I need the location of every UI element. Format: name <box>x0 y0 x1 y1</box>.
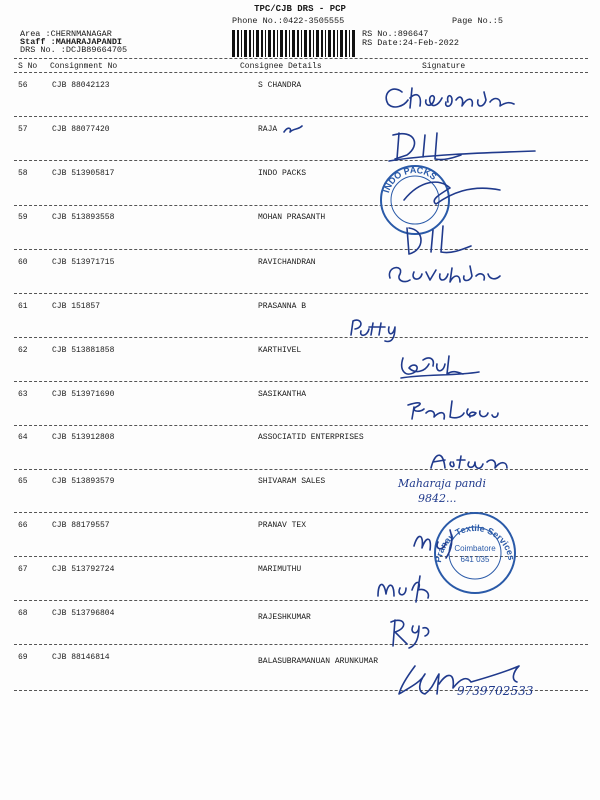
barcode <box>231 30 356 57</box>
row-consignee: INDO PACKS <box>258 169 307 178</box>
barcode-bar <box>316 30 319 57</box>
signature-row-58 <box>400 170 510 210</box>
barcode-bar <box>273 30 275 57</box>
row-sno: 66 <box>18 521 28 530</box>
indo-packs-stamp-text: INDO PACKS <box>381 164 439 194</box>
row-consignee: PRASANNA B <box>258 302 307 311</box>
column-consignment: Consignment No <box>50 62 118 71</box>
row-divider <box>14 249 588 250</box>
barcode-bar <box>340 30 343 57</box>
row-consignee: RAVICHANDRAN <box>258 258 316 267</box>
barcode-bar <box>292 30 295 57</box>
row-consignment: CJB 513971690 <box>52 390 115 399</box>
row-sno: 64 <box>18 433 28 442</box>
drs-number: DRS No. :DCJB89664705 <box>20 45 128 55</box>
barcode-bar <box>253 30 254 57</box>
barcode-bar <box>249 30 251 57</box>
barcode-bar <box>285 30 287 57</box>
area-label: Area :CHERNMANAGAR <box>20 29 112 39</box>
signature-row-59 <box>395 220 485 260</box>
barcode-bar <box>280 30 283 57</box>
row-sno: 63 <box>18 390 28 399</box>
barcode-bar <box>345 30 347 57</box>
column-consignee: Consignee Details <box>240 62 322 71</box>
row-consignee: BALASUBRAMANUAN ARUNKUMAR <box>258 657 379 666</box>
page-number: Page No.:5 <box>452 16 504 26</box>
signature-phone-number: 9739702533 <box>457 684 534 698</box>
row-consignee: RAJESHKUMAR <box>258 613 311 622</box>
row-consignee: RAJA <box>258 125 278 134</box>
signature-row-68 <box>385 612 435 652</box>
barcode-bar <box>241 30 242 57</box>
barcode-bar <box>297 30 299 57</box>
barcode-bar <box>289 30 290 57</box>
barcode-bar <box>277 30 278 57</box>
barcode-bar <box>261 30 263 57</box>
barcode-bar <box>265 30 266 57</box>
row-consignment: CJB 513796804 <box>52 609 115 618</box>
row-consignment: CJB 513893579 <box>52 477 115 486</box>
staff-label: Staff :MAHARAJAPANDI <box>20 37 123 47</box>
row-consignment: CJB 88077420 <box>52 125 110 134</box>
row-consignment: CJB 513792724 <box>52 565 115 574</box>
row-consignment: CJB 88179557 <box>52 521 110 530</box>
signature-row-61 <box>345 313 405 343</box>
row-sno: 59 <box>18 213 28 222</box>
row-consignment: CJB 513971715 <box>52 258 115 267</box>
header-divider-bottom <box>14 72 588 73</box>
row-divider <box>14 644 588 645</box>
pranav-stamp-name: Pranav Textile Services <box>433 522 517 564</box>
row-consignee: SHIVARAM SALES <box>258 477 326 486</box>
row-divider <box>14 116 588 117</box>
row-sno: 68 <box>18 609 28 618</box>
row-consignee: MOHAN PRASANTH <box>258 213 326 222</box>
signature-row-67 <box>372 570 442 604</box>
barcode-bar <box>244 30 247 57</box>
signature-row-62 <box>395 350 485 382</box>
rs-number: RS No.:896647 <box>362 29 429 39</box>
handwritten-mark-icon <box>282 124 304 136</box>
row-consignee: PRANAV TEX <box>258 521 307 530</box>
row-sno: 62 <box>18 346 28 355</box>
signature-row-64 <box>425 446 520 474</box>
barcode-bar <box>352 30 355 57</box>
row-consignment: CJB 88042123 <box>52 81 110 90</box>
row-consignment: CJB 513912808 <box>52 433 115 442</box>
signature-row-60 <box>380 258 510 288</box>
row-consignee: KARTHIVEL <box>258 346 302 355</box>
barcode-bar <box>321 30 323 57</box>
barcode-bar <box>268 30 271 57</box>
row-consignment: CJB 88146814 <box>52 653 110 662</box>
signature-row-66 <box>410 522 470 562</box>
row-sno: 69 <box>18 653 28 662</box>
pranav-stamp-pin: 641 035 <box>460 555 490 564</box>
document-title: TPC/CJB DRS - PCP <box>254 4 346 14</box>
barcode-bar <box>349 30 350 57</box>
row-consignment: CJB 513881858 <box>52 346 115 355</box>
row-sno: 60 <box>18 258 28 267</box>
barcode-bar <box>237 30 239 57</box>
row-sno: 58 <box>18 169 28 178</box>
row-sno: 67 <box>18 565 28 574</box>
row-consignee: ASSOCIATID ENTERPRISES <box>258 433 364 442</box>
rs-date: RS Date:24-Feb-2022 <box>362 38 459 48</box>
signature-row-56 <box>380 80 520 114</box>
row-consignee: S CHANDRA <box>258 81 302 90</box>
pranav-stamp-city: Coimbatore <box>454 544 496 553</box>
row-sno: 56 <box>18 81 28 90</box>
row-divider <box>14 381 588 382</box>
handwritten-note-number: 9842... <box>418 492 457 505</box>
row-divider <box>14 425 588 426</box>
row-sno: 61 <box>18 302 28 311</box>
row-divider <box>14 293 588 294</box>
row-sno: 65 <box>18 477 28 486</box>
row-consignee: SASIKANTHA <box>258 390 307 399</box>
barcode-bar <box>232 30 235 57</box>
barcode-bar <box>313 30 314 57</box>
barcode-bar <box>304 30 307 57</box>
signature-row-63 <box>400 395 500 425</box>
barcode-bar <box>328 30 331 57</box>
row-sno: 57 <box>18 125 28 134</box>
row-consignment: CJB 513893558 <box>52 213 115 222</box>
column-signature: Signature <box>422 62 466 71</box>
barcode-bar <box>309 30 311 57</box>
barcode-bar <box>301 30 302 57</box>
barcode-bar <box>337 30 338 57</box>
row-consignment: CJB 513905817 <box>52 169 115 178</box>
phone-number: Phone No.:0422-3505555 <box>232 16 345 26</box>
barcode-bar <box>333 30 335 57</box>
handwritten-note-name: Maharaja pandi <box>398 477 486 490</box>
signature-row-57 <box>385 125 545 165</box>
barcode-bar <box>256 30 259 57</box>
column-sno: S No <box>18 62 38 71</box>
row-consignment: CJB 151857 <box>52 302 101 311</box>
barcode-bar <box>325 30 326 57</box>
row-divider <box>14 600 588 601</box>
row-consignee: MARIMUTHU <box>258 565 302 574</box>
row-divider <box>14 337 588 338</box>
header-divider-top <box>14 58 588 59</box>
